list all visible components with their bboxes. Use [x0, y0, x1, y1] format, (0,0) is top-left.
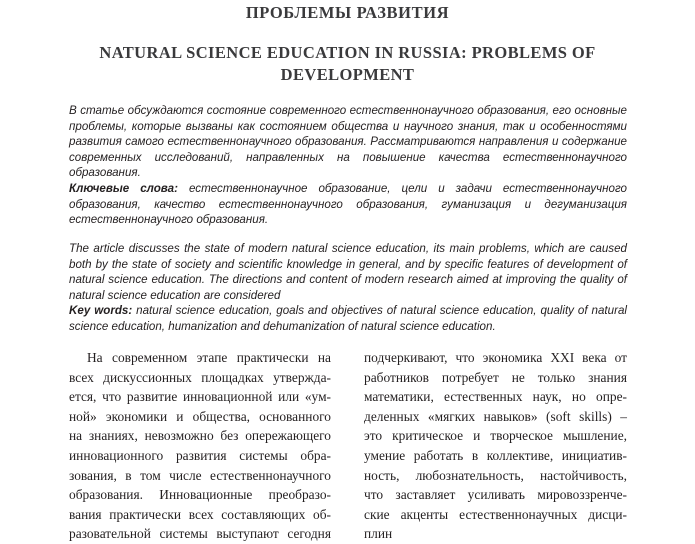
body-line: работников потребует не только знания	[364, 369, 627, 385]
body-line: на знаниях, невозможно без опережающего	[69, 428, 331, 444]
body-line: ские акценты естественнонаучных дисци-	[364, 506, 627, 522]
body-line: ется, что развитие инновационной или «ум-	[69, 389, 331, 405]
russian-keywords-label: Ключевые слова:	[69, 181, 178, 195]
body-line: умение работать в коллективе, инициатив-	[364, 447, 627, 463]
body-line: деленных «мягких навыков» (soft skills) –	[364, 408, 627, 424]
english-keywords-label: Key words:	[69, 304, 133, 318]
body-line: это критическое и творческое мышление,	[364, 428, 627, 444]
english-abstract	[69, 241, 627, 335]
english-title-line-1: NATURAL SCIENCE EDUCATION IN RUSSIA: PROBLEMS OF	[99, 43, 596, 62]
body-line: математики, естественных наук, но опре-	[364, 389, 627, 405]
english-keywords	[69, 303, 627, 334]
body-line: разовательной системы выступают сегодня	[69, 526, 331, 542]
body-line: На современном этапе практически на	[87, 350, 331, 365]
body-line: ность, любознательность, настойчивость,	[364, 467, 627, 483]
russian-title-fragment: ПРОБЛЕМЫ РАЗВИТИЯ	[245, 3, 450, 22]
body-line: зования, в том числе естественнонаучного	[69, 467, 331, 483]
russian-keywords-text: естественнонаучное образование, цели и задачи естественнонаучного образования, качество естественнонаучного образования, гуманизация и дегуманизация естественнонаучного образования.	[69, 181, 627, 227]
body-line: всех дискуссионных площадках утвержда-	[69, 369, 331, 385]
body-line: плин	[364, 526, 393, 542]
english-title	[60, 42, 635, 86]
body-line: подчеркивают, что экономика XXI века от	[364, 350, 627, 365]
body-line: образования. Инновационные преобразо-	[69, 487, 331, 503]
body-line: вания практически всех составляющих об-	[69, 506, 331, 522]
english-abstract-text: The article discusses the state of modern natural science education, its main problems, which are caused both by the state of society and scientific knowledge in general, and by specific features of development of natural science education. The directions and content of modern research aimed at improving the quality of natural science education are considered	[69, 242, 627, 302]
russian-abstract-text: В статье обсуждаются состояние современного естественнонаучного образования, его основные проблемы, которые вызваны как состоянием общества и научного знания, так и особенностями развития самого естественнонаучного образования. Рассматриваются направления и содержание современных исследований, направленных на повышение качества естественнонаучного образования.	[69, 104, 627, 180]
russian-keywords	[69, 181, 627, 228]
body-column-right	[364, 348, 627, 542]
russian-abstract	[69, 103, 627, 228]
body-line: ной» экономики и общества, основанного	[69, 408, 331, 424]
body-line: инновационного развития системы обра-	[69, 447, 331, 463]
english-keywords-text: natural science education, goals and objectives of natural science education, quality of natural science education, humanization and dehumanization of natural science education.	[69, 304, 627, 333]
english-title-line-2: DEVELOPMENT	[280, 65, 415, 84]
body-line: что заставляет усиливать мировоззренче-	[364, 487, 627, 503]
body-column-left	[69, 348, 331, 542]
